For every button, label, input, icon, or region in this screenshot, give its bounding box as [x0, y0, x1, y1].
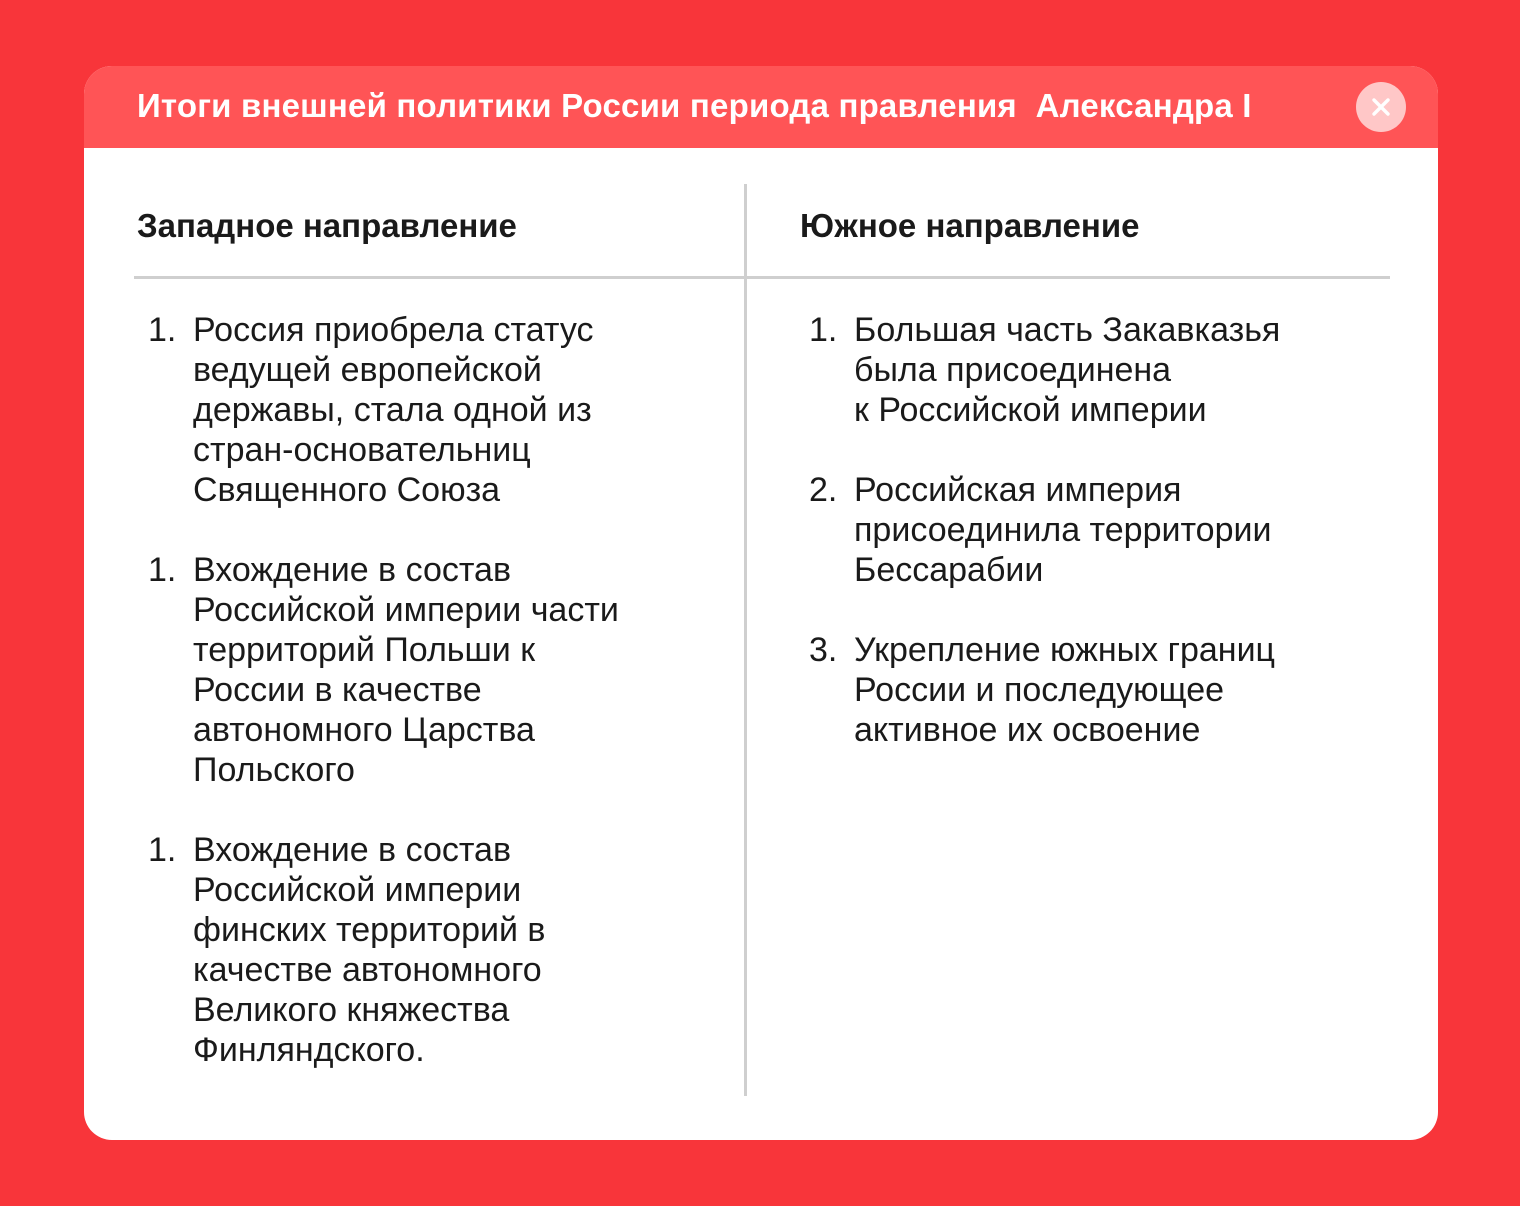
- results-card: [84, 66, 1438, 1140]
- item-number: 1.: [809, 311, 838, 349]
- western-direction-heading: Западное направление: [137, 207, 517, 244]
- list-item: [148, 310, 708, 510]
- vertical-divider: [744, 184, 747, 1096]
- item-text: Укрепление южных границ России и последующее активное их освоение: [854, 631, 1276, 749]
- item-text: Российская империя присоединила территории Бессарабии: [854, 471, 1272, 589]
- close-icon: [1371, 97, 1391, 117]
- item-text: Вхождение в состав Российской империи финских территорий в качестве автономного Великого княжества Финляндского.: [193, 831, 546, 1069]
- list-item: [148, 830, 708, 1070]
- item-number: 1.: [148, 311, 177, 349]
- item-text: Вхождение в состав Российской империи части территорий Польши к России в качестве автономного Царства Польского: [193, 551, 619, 789]
- western-results-list: [148, 310, 708, 1110]
- list-item: [148, 550, 708, 790]
- item-number: 1.: [148, 551, 177, 589]
- item-text: Россия приобрела статус ведущей европейской державы, стала одной из стран-основательниц Священного Союза: [193, 311, 594, 509]
- list-item: [809, 310, 1369, 430]
- southern-results-list: [809, 310, 1369, 790]
- horizontal-divider: [134, 276, 1390, 279]
- card-title: Итоги внешней политики России периода правления Александра I: [137, 87, 1252, 124]
- item-number: 3.: [809, 631, 838, 669]
- close-button[interactable]: [1356, 82, 1406, 132]
- southern-direction-heading: Южное направление: [800, 207, 1140, 244]
- list-item: [809, 470, 1369, 590]
- list-item: [809, 630, 1369, 750]
- card-header: [84, 66, 1438, 148]
- item-text: Большая часть Закавказья была присоединена к Российской империи: [854, 311, 1281, 429]
- item-number: 2.: [809, 471, 838, 509]
- item-number: 1.: [148, 831, 177, 869]
